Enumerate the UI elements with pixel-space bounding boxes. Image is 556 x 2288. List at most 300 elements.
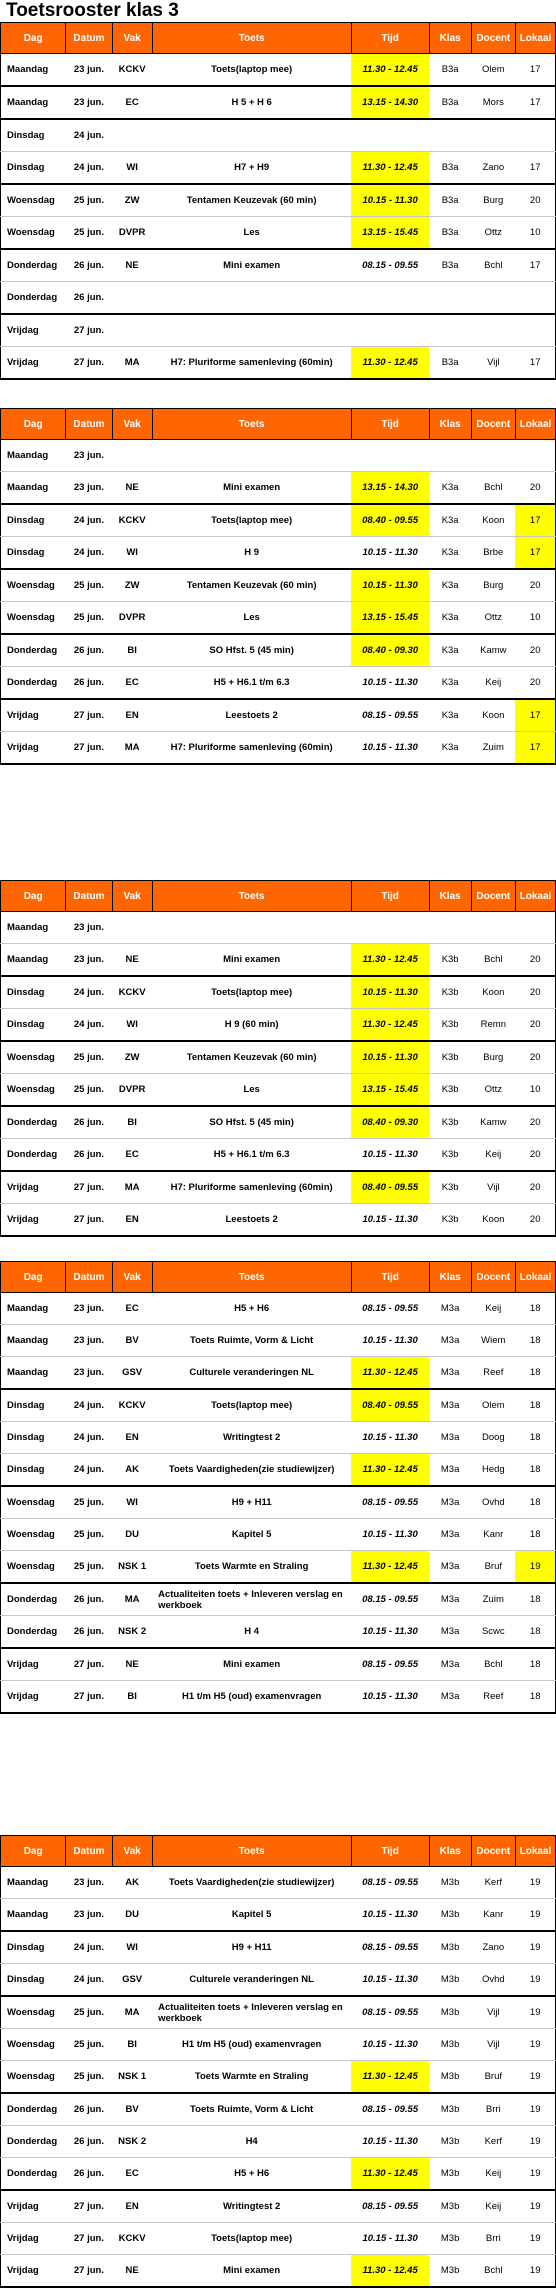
cell-docent: Wiem [471,1325,515,1357]
table-row [1,667,556,700]
cell-docent: Koon [471,976,515,1009]
cell-klas: K3a [429,732,471,765]
cell-docent: Keij [471,667,515,700]
cell-klas: M3a [429,1519,471,1551]
cell-vak: EC [112,86,152,119]
cell-vak: BI [112,1681,152,1714]
cell-tijd: 11.30 - 12.45 [351,1009,429,1042]
cell-toets: H4 [152,2126,351,2158]
table-row [1,119,556,152]
header-tijd: Tijd [351,409,429,440]
cell-toets [152,912,351,944]
cell-tijd: 11.30 - 12.45 [351,944,429,977]
cell-docent: Keij [471,1139,515,1172]
cell-dag: Maandag [1,1325,66,1357]
cell-klas: K3a [429,699,471,732]
cell-dag: Vrijdag [1,1204,66,1237]
header-dag: Dag [1,881,66,912]
cell-datum: 26 jun. [66,1616,112,1649]
cell-tijd: 08.15 - 09.55 [351,699,429,732]
cell-datum: 23 jun. [66,1293,112,1325]
cell-tijd: 10.15 - 11.30 [351,1041,429,1074]
cell-toets: H7: Pluriforme samenleving (60min) [152,1171,351,1204]
header-toets: Toets [152,1262,351,1293]
cell-dag: Vrijdag [1,732,66,765]
cell-lokaal: 20 [515,569,555,602]
cell-tijd: 10.15 - 11.30 [351,1616,429,1649]
cell-lokaal: 18 [515,1519,555,1551]
cell-dag: Dinsdag [1,119,66,152]
cell-datum: 25 jun. [66,1996,112,2029]
cell-lokaal: 10 [515,1074,555,1107]
header-row [1,1262,556,1293]
cell-lokaal: 18 [515,1486,555,1519]
cell-dag: Maandag [1,1357,66,1390]
cell-vak: DVPR [112,217,152,250]
header-lokaal: Lokaal [515,881,555,912]
cell-tijd: 11.30 - 12.45 [351,2158,429,2191]
cell-toets: Tentamen Keuzevak (60 min) [152,1041,351,1074]
cell-dag: Woensdag [1,1486,66,1519]
cell-docent: Olem [471,1389,515,1422]
cell-docent: Brbe [471,537,515,570]
cell-vak: BI [112,634,152,667]
cell-docent: Burg [471,1041,515,1074]
cell-datum: 23 jun. [66,86,112,119]
cell-klas [429,282,471,315]
cell-toets: H 4 [152,1616,351,1649]
table-row [1,1041,556,1074]
cell-vak [112,282,152,315]
header-docent: Docent [471,23,515,54]
cell-dag: Woensdag [1,184,66,217]
cell-docent: Kanr [471,1519,515,1551]
cell-dag: Donderdag [1,1616,66,1649]
cell-toets [152,119,351,152]
cell-docent: Koon [471,699,515,732]
cell-tijd: 11.30 - 12.45 [351,1357,429,1390]
cell-vak: EN [112,1422,152,1454]
cell-datum: 27 jun. [66,1171,112,1204]
cell-docent: Keij [471,1293,515,1325]
cell-docent: Bchl [471,944,515,977]
cell-vak: GSV [112,1357,152,1390]
cell-klas [429,912,471,944]
cell-lokaal: 17 [515,152,555,185]
cell-lokaal: 20 [515,472,555,505]
cell-datum: 26 jun. [66,634,112,667]
table-row [1,732,556,765]
cell-lokaal: 20 [515,184,555,217]
cell-datum: 26 jun. [66,2093,112,2126]
cell-toets: Les [152,217,351,250]
cell-dag: Donderdag [1,249,66,282]
table-row [1,347,556,380]
cell-tijd [351,314,429,347]
cell-datum: 24 jun. [66,504,112,537]
cell-vak: AK [112,1454,152,1487]
cell-klas: B3a [429,86,471,119]
cell-toets: H9 + H11 [152,1486,351,1519]
cell-toets: SO Hfst. 5 (45 min) [152,1106,351,1139]
cell-datum: 23 jun. [66,912,112,944]
table-row [1,1357,556,1390]
header-klas: Klas [429,1262,471,1293]
cell-docent: Bchl [471,249,515,282]
cell-dag: Maandag [1,440,66,472]
cell-klas: K3a [429,472,471,505]
cell-dag: Woensdag [1,569,66,602]
schedule-table-k3a [0,408,556,765]
cell-datum: 25 jun. [66,2029,112,2061]
cell-klas: M3a [429,1357,471,1390]
cell-lokaal: 18 [515,1583,555,1616]
cell-dag: Donderdag [1,634,66,667]
header-klas: Klas [429,409,471,440]
cell-docent: Kamw [471,1106,515,1139]
cell-tijd: 11.30 - 12.45 [351,152,429,185]
header-vak: Vak [112,1836,152,1867]
cell-lokaal: 17 [515,504,555,537]
table-row [1,1486,556,1519]
cell-tijd: 08.15 - 09.55 [351,1293,429,1325]
table-row [1,1389,556,1422]
cell-tijd: 10.15 - 11.30 [351,1325,429,1357]
cell-tijd: 10.15 - 11.30 [351,976,429,1009]
cell-vak [112,314,152,347]
cell-docent: Koon [471,1204,515,1237]
cell-lokaal: 20 [515,1009,555,1042]
cell-docent: Koon [471,504,515,537]
header-row [1,881,556,912]
cell-datum: 24 jun. [66,152,112,185]
header-row [1,23,556,54]
cell-vak: BI [112,1106,152,1139]
cell-dag: Maandag [1,54,66,87]
cell-docent: Zuim [471,1583,515,1616]
cell-toets: Mini examen [152,2255,351,2288]
table-row [1,2093,556,2126]
cell-klas: K3b [429,1171,471,1204]
page-title: Toetsrooster klas 3 [6,0,179,21]
table-row [1,440,556,472]
cell-toets [152,314,351,347]
table-row [1,2029,556,2061]
cell-toets: Kapitel 5 [152,1899,351,1932]
cell-datum: 24 jun. [66,1422,112,1454]
cell-lokaal: 18 [515,1648,555,1681]
cell-klas: K3a [429,667,471,700]
cell-toets: Actualiteiten toets + Inleveren verslag en werkboek [152,1996,351,2029]
table-row [1,1171,556,1204]
cell-vak: NE [112,1648,152,1681]
cell-lokaal: 20 [515,1204,555,1237]
cell-toets: H7: Pluriforme samenleving (60min) [152,732,351,765]
cell-datum: 27 jun. [66,2255,112,2288]
cell-docent [471,314,515,347]
cell-lokaal: 18 [515,1325,555,1357]
cell-toets: H5 + H6 [152,1293,351,1325]
table-row [1,1325,556,1357]
cell-datum: 27 jun. [66,314,112,347]
cell-vak: EC [112,1293,152,1325]
cell-toets: Toets(laptop mee) [152,504,351,537]
cell-dag: Maandag [1,912,66,944]
cell-vak: DU [112,1519,152,1551]
cell-docent: Zano [471,1931,515,1964]
cell-dag: Vrijdag [1,2255,66,2288]
cell-datum: 24 jun. [66,976,112,1009]
cell-toets: H 9 [152,537,351,570]
cell-datum: 25 jun. [66,184,112,217]
cell-vak: MA [112,1583,152,1616]
header-toets: Toets [152,23,351,54]
cell-dag: Woensdag [1,2029,66,2061]
cell-docent [471,440,515,472]
cell-dag: Vrijdag [1,2190,66,2223]
cell-tijd: 08.15 - 09.55 [351,1867,429,1899]
table-row [1,912,556,944]
header-tijd: Tijd [351,23,429,54]
table-row [1,1204,556,1237]
cell-datum: 27 jun. [66,347,112,380]
header-docent: Docent [471,881,515,912]
cell-docent [471,119,515,152]
table-row [1,2158,556,2191]
cell-toets: Toets(laptop mee) [152,2223,351,2255]
cell-vak: EN [112,2190,152,2223]
cell-tijd: 08.40 - 09.55 [351,1389,429,1422]
cell-toets: Toets(laptop mee) [152,976,351,1009]
cell-toets: H1 t/m H5 (oud) examenvragen [152,2029,351,2061]
table-row [1,944,556,977]
table-row [1,1074,556,1107]
header-datum: Datum [66,23,112,54]
cell-vak: WI [112,1931,152,1964]
cell-dag: Donderdag [1,1106,66,1139]
header-klas: Klas [429,881,471,912]
cell-klas: M3a [429,1293,471,1325]
cell-datum: 26 jun. [66,1106,112,1139]
cell-klas: M3a [429,1389,471,1422]
cell-klas: K3b [429,1204,471,1237]
header-vak: Vak [112,23,152,54]
cell-vak [112,912,152,944]
cell-datum: 25 jun. [66,217,112,250]
cell-dag: Maandag [1,472,66,505]
cell-lokaal: 17 [515,249,555,282]
cell-lokaal: 19 [515,2029,555,2061]
table-row [1,282,556,315]
cell-toets: SO Hfst. 5 (45 min) [152,634,351,667]
cell-dag: Dinsdag [1,1389,66,1422]
cell-datum: 25 jun. [66,1551,112,1584]
cell-lokaal: 19 [515,2158,555,2191]
cell-tijd: 13.15 - 14.30 [351,86,429,119]
cell-vak: NSK 1 [112,1551,152,1584]
cell-vak: ZW [112,1041,152,1074]
cell-vak [112,440,152,472]
cell-datum: 26 jun. [66,667,112,700]
cell-vak: ZW [112,569,152,602]
cell-lokaal: 18 [515,1389,555,1422]
cell-docent: Bchl [471,2255,515,2288]
cell-lokaal: 19 [515,2223,555,2255]
cell-docent [471,282,515,315]
cell-klas: K3b [429,944,471,977]
cell-dag: Donderdag [1,2093,66,2126]
cell-tijd: 13.15 - 14.30 [351,472,429,505]
cell-toets: H 5 + H 6 [152,86,351,119]
cell-tijd: 08.15 - 09.55 [351,1583,429,1616]
cell-toets: H7: Pluriforme samenleving (60min) [152,347,351,380]
cell-tijd: 10.15 - 11.30 [351,1519,429,1551]
header-vak: Vak [112,409,152,440]
cell-klas: B3a [429,249,471,282]
cell-datum: 27 jun. [66,2223,112,2255]
header-datum: Datum [66,881,112,912]
cell-tijd: 10.15 - 11.30 [351,732,429,765]
cell-lokaal: 18 [515,1422,555,1454]
table-row [1,1867,556,1899]
cell-dag: Woensdag [1,1041,66,1074]
header-dag: Dag [1,23,66,54]
cell-tijd: 08.40 - 09.55 [351,1171,429,1204]
table-row [1,1519,556,1551]
table-row [1,699,556,732]
cell-lokaal: 17 [515,699,555,732]
cell-tijd: 08.40 - 09.30 [351,1106,429,1139]
cell-datum: 23 jun. [66,1899,112,1932]
table-row [1,1293,556,1325]
table-row [1,1454,556,1487]
cell-toets: Actualiteiten toets + Inleveren verslag en werkboek [152,1583,351,1616]
cell-docent: Ovhd [471,1964,515,1997]
cell-vak: MA [112,732,152,765]
cell-docent: Reef [471,1357,515,1390]
cell-tijd: 11.30 - 12.45 [351,54,429,87]
cell-vak: BV [112,2093,152,2126]
table-row [1,54,556,87]
cell-dag: Dinsdag [1,537,66,570]
cell-datum: 26 jun. [66,2158,112,2191]
cell-lokaal: 19 [515,2061,555,2094]
cell-docent: Remn [471,1009,515,1042]
cell-toets: H9 + H11 [152,1931,351,1964]
table-row [1,634,556,667]
table-row [1,569,556,602]
cell-datum: 25 jun. [66,569,112,602]
cell-lokaal: 19 [515,2190,555,2223]
cell-vak: AK [112,1867,152,1899]
cell-toets: Writingtest 2 [152,2190,351,2223]
cell-toets: Kapitel 5 [152,1519,351,1551]
cell-docent: Bruf [471,1551,515,1584]
cell-dag: Vrijdag [1,347,66,380]
cell-toets: Mini examen [152,249,351,282]
header-toets: Toets [152,409,351,440]
cell-tijd: 08.15 - 09.55 [351,1931,429,1964]
cell-lokaal [515,282,555,315]
cell-toets: Writingtest 2 [152,1422,351,1454]
cell-toets: Toets Warmte en Straling [152,2061,351,2094]
header-dag: Dag [1,409,66,440]
cell-vak: KCKV [112,2223,152,2255]
cell-tijd: 10.15 - 11.30 [351,2029,429,2061]
header-row [1,409,556,440]
cell-datum: 24 jun. [66,1964,112,1997]
cell-datum: 24 jun. [66,1389,112,1422]
cell-tijd [351,119,429,152]
header-dag: Dag [1,1836,66,1867]
table-row [1,249,556,282]
cell-vak: NE [112,944,152,977]
table-row [1,1996,556,2029]
cell-dag: Dinsdag [1,1422,66,1454]
cell-vak: NE [112,249,152,282]
cell-docent: Zano [471,152,515,185]
cell-toets: Culturele veranderingen NL [152,1357,351,1390]
cell-docent: Doog [471,1422,515,1454]
cell-toets: Les [152,602,351,635]
cell-lokaal [515,440,555,472]
cell-lokaal: 18 [515,1454,555,1487]
header-row [1,1836,556,1867]
cell-dag: Woensdag [1,2061,66,2094]
table-row [1,1551,556,1584]
header-vak: Vak [112,881,152,912]
cell-lokaal: 20 [515,634,555,667]
cell-klas: K3a [429,634,471,667]
cell-dag: Woensdag [1,1074,66,1107]
cell-tijd: 08.40 - 09.30 [351,634,429,667]
cell-tijd: 08.15 - 09.55 [351,2190,429,2223]
table-row [1,1009,556,1042]
header-tijd: Tijd [351,1262,429,1293]
cell-tijd: 08.15 - 09.55 [351,1486,429,1519]
cell-toets: Mini examen [152,944,351,977]
cell-toets: Toets Ruimte, Vorm & Licht [152,1325,351,1357]
cell-vak [112,119,152,152]
cell-toets: Toets Warmte en Straling [152,1551,351,1584]
cell-vak: NE [112,472,152,505]
cell-toets: H5 + H6 [152,2158,351,2191]
cell-klas [429,314,471,347]
cell-klas [429,440,471,472]
cell-docent: Brri [471,2223,515,2255]
cell-docent [471,912,515,944]
cell-datum: 26 jun. [66,282,112,315]
cell-vak: EN [112,1204,152,1237]
cell-dag: Maandag [1,1867,66,1899]
table-row [1,537,556,570]
cell-dag: Dinsdag [1,1931,66,1964]
cell-klas: K3b [429,1106,471,1139]
cell-lokaal: 19 [515,2126,555,2158]
cell-lokaal: 17 [515,86,555,119]
cell-tijd: 10.15 - 11.30 [351,2223,429,2255]
cell-datum: 23 jun. [66,1867,112,1899]
cell-datum: 25 jun. [66,602,112,635]
cell-docent: Hedg [471,1454,515,1487]
table-row [1,2061,556,2094]
cell-lokaal: 17 [515,347,555,380]
cell-dag: Woensdag [1,1996,66,2029]
cell-klas: B3a [429,184,471,217]
cell-klas: M3b [429,2190,471,2223]
cell-klas: M3b [429,2061,471,2094]
cell-datum: 23 jun. [66,944,112,977]
